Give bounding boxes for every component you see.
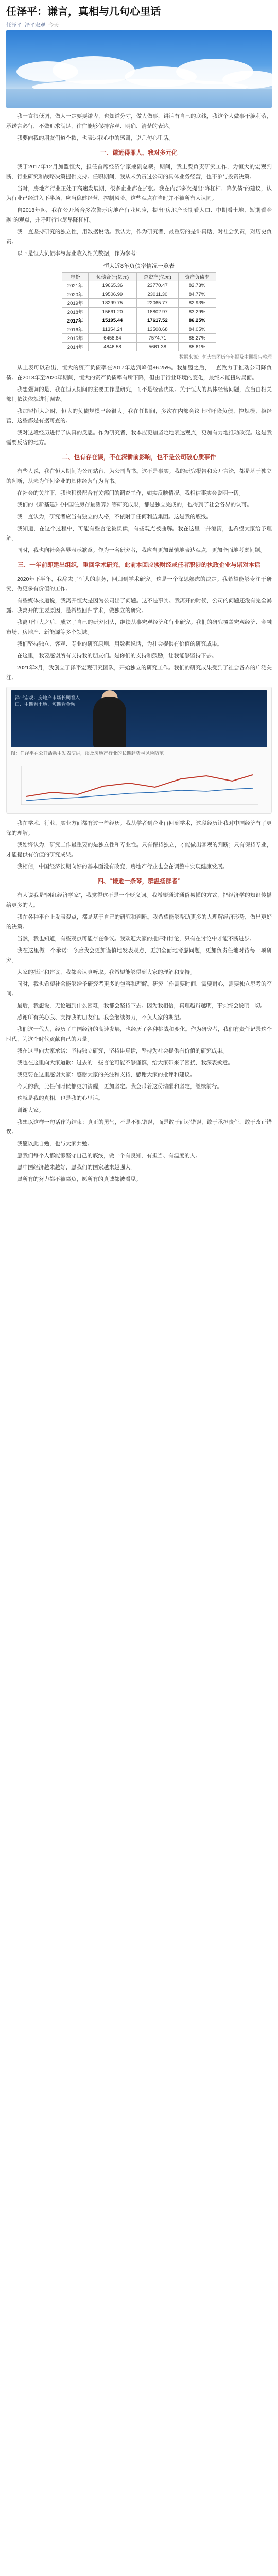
table-row (62, 334, 216, 343)
paragraph: 我始终认为，研究工作最重要的是独立性和专业性。只有保持独立，才能做出客观的判断；只有保持专业，才能提供有价值的研究成果。 (6, 842, 272, 858)
section-title: 二、也有存在误，不在深耕前影响，也不是公司破心质事件 (62, 454, 216, 461)
table-cell: 13508.68 (136, 325, 178, 334)
article-body (0, 108, 278, 1184)
paragraph: 有些人说，我在恒大期间为公司站台，为公司背书。这不是事实。我的研究报告和公开言论，都是基于独立的判断，从未为任何企业的具体经营行为背书。 (6, 468, 272, 484)
paragraph: 我一直认为，研究者应当有独立的人格，不依附于任何利益集团。这是我的底线。 (17, 514, 212, 520)
account-name[interactable]: 泽平宏观 (25, 23, 45, 28)
table-cell: 5661.38 (136, 343, 178, 351)
table-row (62, 299, 216, 308)
table-cell: 23011.30 (136, 290, 178, 299)
table-header: 总资产(亿元) (136, 273, 178, 281)
table-row (62, 290, 216, 299)
section-title: 一、谦逊得罪人，我对多元化 (100, 150, 178, 156)
table-cell: 2018年 (62, 308, 89, 316)
paragraph: 我们这一代人，经历了中国经济的高速发展，也经历了各种挑战和变化。作为研究者，我们有责任记录这个时代，为这个时代贡献自己的力量。 (6, 1026, 272, 1042)
table-cell: 82.93% (178, 299, 216, 308)
table-cell: 4846.58 (89, 343, 136, 351)
table-cell: 22065.77 (136, 299, 178, 308)
paragraph: 我们的《新基建》《中国住房存量测算》等研究成果，都是独立完成的，也得到了社会各界的认可。 (17, 502, 252, 508)
table-row (62, 325, 216, 334)
table-title: 恒大近8年负债率情况一览表 (103, 263, 175, 269)
table-cell: 19506.99 (89, 290, 136, 299)
table-cell: 7574.71 (136, 334, 178, 343)
table-cell: 2015年 (62, 334, 89, 343)
paragraph: 我对这段经历进行了认真的反思。作为研究者，我本应更加坚定地表达观点，更加有力地推动改变。这是我需要反省的地方。 (6, 430, 272, 446)
section-title: 三、一年前即建出组织，重回学术研究，此前本回应谈财经或任者职涉的执政企业与诸对本话 (18, 562, 260, 568)
table-cell: 2016年 (62, 325, 89, 334)
table-header-row (62, 273, 216, 281)
article-meta (0, 21, 278, 30)
publish-date: 今天 (48, 23, 59, 28)
table-cell: 11354.24 (89, 325, 136, 334)
paragraph: 愿中国经济越来越好，愿我们的国家越来越强大。 (17, 1164, 136, 1171)
paragraph: 感谢所有关心我、支持我的朋友们。我会继续努力，不负大家的期望。 (17, 1014, 185, 1021)
table-cell: 2019年 (62, 299, 89, 308)
paragraph: 2020年下半年，我辞去了恒大的职务，回归到学术研究。这是一个深思熟虑的决定。我希望能够专注于研究，做更多有价值的工作。 (6, 576, 272, 592)
table-source-note: 数据来源：恒大集团历年年报及中期报告整理 (179, 354, 272, 360)
paragraph: 我也在这里向大家道歉：过去的一些言论可能不够谨慎，给大家带来了困扰，我深表歉意。 (17, 1060, 233, 1066)
paragraph: 以下是恒大负债率与营业收入相关数据，作为参考： (17, 250, 142, 257)
paragraph: 我知道，在这个过程中，可能有些言论被误读，有些观点被曲解。我在这里一并澄清，也希望大家给予理解。 (6, 526, 272, 541)
table-cell: 23770.47 (136, 281, 178, 290)
paragraph: 我在学术、行业、实业方面都有过一些经历。我从学者到企业再回到学术，这段经历让我对中国经济有了更深的理解。 (6, 820, 272, 836)
paragraph: 我更要在这里感谢大家：感谢大家的关注和支持，感谢大家的批评和建议。 (17, 1072, 196, 1078)
table-cell: 84.05% (178, 325, 216, 334)
table-cell: 17617.52 (136, 316, 178, 325)
table-row (62, 343, 216, 351)
table-cell: 86.25% (178, 316, 216, 325)
paragraph: 有些媒体报道说，我离开恒大是因为公司出了问题。这不是事实。我离开的时候，公司的问题还没有完全暴露。我离开的主要原因，是希望回归学术，做独立的研究。 (6, 598, 272, 614)
table-cell: 19665.36 (89, 281, 136, 290)
paragraph: 有人说我是“网红经济学家”，我觉得这不是一个贬义词。我希望通过通俗易懂的方式，把经济学的知识传播给更多的人。 (6, 892, 272, 908)
paragraph: 我在各种平台上发表观点，都是基于自己的研究和判断。我希望能够帮助更多的人理解经济形势，做出更好的决策。 (6, 914, 272, 930)
table-header: 负债合计(亿元) (89, 273, 136, 281)
paragraph: 我在这里向大家承诺：坚持独立研究，坚持讲真话，坚持为社会提供有价值的研究成果。 (17, 1048, 228, 1054)
table-cell: 83.29% (178, 308, 216, 316)
table-cell: 18299.75 (89, 299, 136, 308)
paragraph: 2021年3月，我创立了泽平宏观研究团队，开始独立的研究工作。我们的研究成果受到了社会各界的广泛关注。 (6, 665, 272, 681)
paragraph: 我愿以此自勉，也与大家共勉。 (17, 1141, 93, 1147)
table-cell: 85.61% (178, 343, 216, 351)
paragraph: 我于2017年12月加盟恒大，担任首席经济学家兼副总裁。期间，我主要负责研究工作，为恒大的宏观判断、行业研究和战略决策提供支持。任职期间，我从未负责过公司的具体业务经营，也不参与投资决策。 (6, 164, 272, 180)
table-cell: 15195.44 (89, 316, 136, 325)
section-title: 四、“谦逊一条琴，群温扬群者” (97, 878, 181, 885)
debt-ratio-table (62, 272, 216, 351)
table-cell: 18802.97 (136, 308, 178, 316)
article-title: 任泽平：谦言，真相与几句心里话 (6, 6, 161, 18)
photo-screen-text: 泽平宏观：房地产市场长期看人口、中期看土地、短期看金融 (15, 695, 80, 707)
paragraph: 同时，我也希望社会能够给予研究者更多的包容和理解。研究工作需要时间，需要耐心，需要独立思考的空间。 (6, 981, 272, 997)
paragraph: 我想以这样一句话作为结束：真正的勇气，不是不犯错误，而是敢于面对错误，敢于承担责任，敢于改正错误。 (6, 1119, 272, 1135)
table-cell: 82.73% (178, 281, 216, 290)
paragraph: 从上表可以看出，恒大的资产负债率在2017年达到峰值86.25%。我加盟之后，一直致力于推动公司降负债。在2018年至2020年期间，恒大的资产负债率有所下降，但由于行业环境的变化，最终未能扭转局面。 (6, 365, 272, 381)
table-cell: 6458.84 (89, 334, 136, 343)
paragraph: 我要向我的朋友们道个歉，也表达我心中的感谢，说几句心里话。 (17, 135, 174, 141)
paragraph: 愿所有的努力都不被辜负，愿所有的真诚都被看见。 (17, 1176, 142, 1182)
table-cell: 84.77% (178, 290, 216, 299)
paragraph: 自2018年起，我在公开场合多次警示房地产行业风险，提出“房地产长期看人口、中期看土地、短期看金融”的观点，并呼吁行业尽早降杠杆。 (6, 207, 272, 223)
table-row-highlight (62, 316, 216, 325)
table-row (62, 308, 216, 316)
paragraph: 我想强调的是，我在恒大期间的主要工作是研究，而不是经营决策。关于恒大的具体经营问题，应当由相关部门依法依规进行调查。 (6, 386, 272, 402)
table-cell: 85.27% (178, 334, 216, 343)
table-cell: 2020年 (62, 290, 89, 299)
paragraph: 我们坚持独立、客观、专业的研究原则，用数据说话，为社会提供有价值的研究成果。 (17, 641, 222, 647)
speech-photo (11, 690, 267, 747)
paragraph: 我一直坚持研究的独立性，用数据说话。我认为，作为研究者，最重要的是讲真话，对社会负责，对历史负责。 (6, 229, 272, 245)
paragraph: 今天的我，比任何时候都更加清醒，更加坚定。我会带着这份清醒和坚定，继续前行。 (17, 1083, 222, 1090)
paragraph: 谢谢大家。 (17, 1107, 44, 1113)
paragraph: 在这里，我要感谢所有支持我的朋友们。是你们的支持和鼓励，让我能够坚持下去。 (17, 653, 217, 659)
table-header: 资产负债率 (178, 273, 216, 281)
paragraph: 我一直很低调，做人一定要要谦卑，也知道分寸，做人做事，讲话有自己的底线，我这个人做事干脆利落，承诺言必行，不做追求满足，往往能够保持客观、明确、清楚的表达。 (6, 113, 272, 129)
table-cell: 2021年 (62, 281, 89, 290)
paragraph: 这就是我的真相，也是我的心里话。 (17, 1095, 103, 1101)
paragraph: 最后，我想说，无论遇到什么困难，我都会坚持下去。因为我相信，真理越辩越明，事实终会说明一切。 (17, 1003, 266, 1009)
paragraph: 我在这里做一个承诺：今后我会更加谨慎地发表观点，更加全面地考虑问题，更加负责任地对待每一项研究。 (6, 947, 272, 963)
paragraph: 我加盟恒大之时，恒大的负债规模已经很大。我在任期间，多次在内部会议上呼吁降负债、控规模、稳经营，这些都是有据可查的。 (6, 408, 272, 424)
photo-caption: 图：任泽平在公开活动中发表演讲，谈及房地产行业的长期趋势与风险防范 (11, 751, 164, 756)
hero-image (6, 30, 272, 108)
paragraph: 我离开恒大之后，成立了自己的研究团队，继续从事宏观经济和行业研究。我们的研究覆盖宏观经济、金融市场、房地产、新能源等多个领域。 (6, 619, 272, 635)
paragraph: 在社会的关注下，我也积极配合有关部门的调查工作，如实反映情况。我相信事实会说明一切。 (17, 490, 244, 496)
table-row (62, 281, 216, 290)
table-cell: 2014年 (62, 343, 89, 351)
table-cell: 15661.20 (89, 308, 136, 316)
paragraph: 同时，我也向社会各界表示歉意。作为一名研究者，我应当更加谨慎地表达观点，更加全面地考虑问题。 (17, 547, 266, 553)
paragraph: 我相信，中国经济长期向好的基本面没有改变，房地产行业也会在调整中实现健康发展。 (17, 863, 228, 870)
decorative-trend-graphic (11, 760, 267, 810)
paragraph: 当然，我也知道，有些观点可能存在争议。我欢迎大家的批评和讨论，只有在讨论中才能不断进步。 (17, 936, 255, 942)
paragraph: 愿我们每个人都能够坚守自己的底线，做一个有良知、有担当、有温度的人。 (17, 1153, 201, 1159)
paragraph: 大家的批评和建议，我都会认真听取。我希望能够得到大家的理解和支持。 (17, 969, 196, 975)
paragraph: 当时，房地产行业正处于高速发展期，很多企业都在扩张。我在内部多次提出“降杠杆、降负债”的建议，认为行业已经进入下半场，应当稳健经营，控制风险。这些观点在当时并不被所有人认同。 (6, 185, 272, 201)
embedded-photo-card[interactable] (6, 687, 272, 814)
table-header: 年份 (62, 273, 89, 281)
author-name[interactable]: 任泽平 (6, 23, 22, 28)
table-cell: 2017年 (62, 316, 89, 325)
